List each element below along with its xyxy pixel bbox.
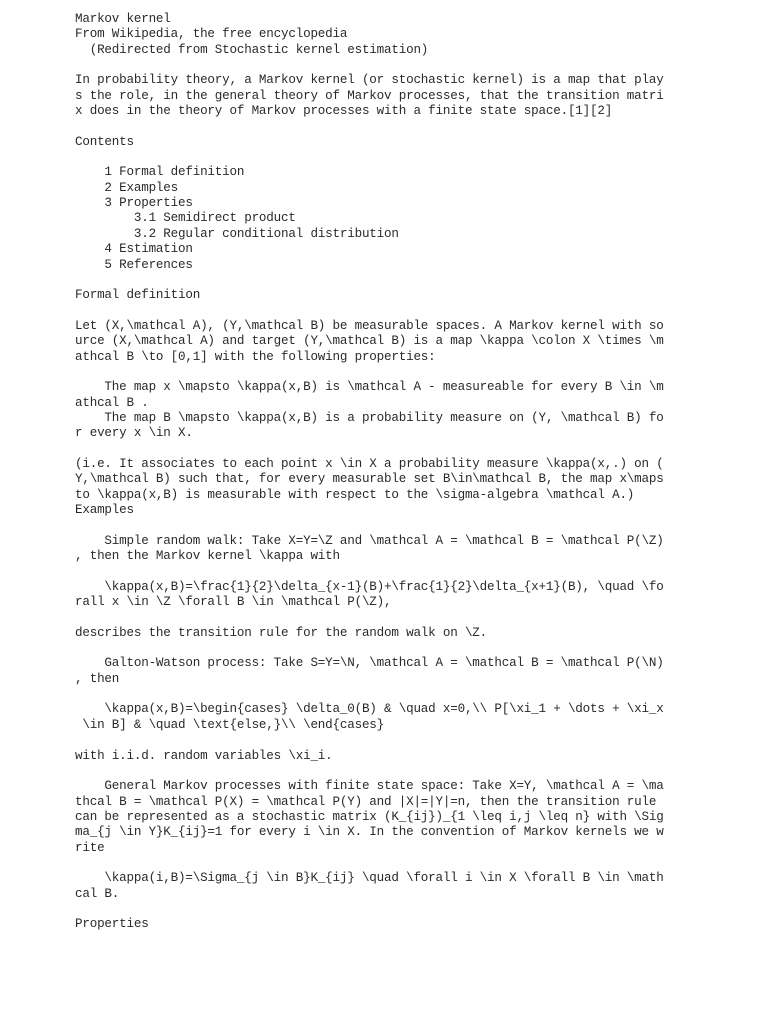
text-line: The map B \mapsto \kappa(x,B) is a probability measure on (Y, \mathcal B) fo	[75, 410, 664, 425]
text-line: Y,\mathcal B) such that, for every measurable set B\in\mathcal B, the map x\maps	[75, 472, 664, 487]
text-line: 3.1 Semidirect product	[75, 211, 296, 226]
text-line: Markov kernel	[75, 12, 171, 26]
text-line: Properties	[75, 917, 149, 932]
text-line: x does in the theory of Markov processes with a finite state space.[1][2]	[75, 104, 613, 119]
text-line: Simple random walk: Take X=Y=\Z and \mathcal A = \mathcal B = \mathcal P(\Z)	[75, 533, 664, 548]
text-line: \kappa(x,B)=\begin{cases} \delta_0(B) & \quad x=0,\\ P[\xi_1 + \dots + \xi_x	[75, 702, 664, 717]
text-line: (Redirected from Stochastic kernel estimation)	[75, 42, 429, 57]
text-line: Contents	[75, 134, 134, 149]
blank-line	[75, 273, 675, 288]
text-line: Formal definition	[75, 288, 201, 303]
blank-line	[75, 641, 675, 656]
text-line: \in B] & \quad \text{else,}\\ \end{cases}	[75, 717, 385, 732]
text-line: Examples	[75, 503, 134, 517]
text-line: can be represented as a stochastic matrix (K_{ij})_{1 \leq i,j \leq n} with \Sig	[75, 809, 664, 824]
blank-line	[75, 856, 675, 871]
blank-line	[75, 119, 675, 134]
blank-line	[75, 902, 675, 917]
blank-line	[75, 610, 675, 625]
text-line: describes the transition rule for the random walk on \Z.	[75, 625, 488, 640]
blank-line	[75, 764, 675, 779]
text-line: 2 Examples	[75, 180, 179, 195]
text-line: 1 Formal definition	[75, 165, 245, 180]
text-line: (i.e. It associates to each point x \in X a probability measure \kappa(x,.) on (	[75, 456, 664, 471]
blank-line	[75, 518, 675, 533]
text-line: Galton-Watson process: Take S=Y=\N, \mathcal A = \mathcal B = \mathcal P(\N)	[75, 656, 664, 671]
text-line: Let (X,\mathcal A), (Y,\mathcal B) be measurable spaces. A Markov kernel with so	[75, 318, 664, 333]
text-line: 3.2 Regular conditional distribution	[75, 226, 399, 241]
text-line: athcal B \to [0,1] with the following properties:	[75, 349, 436, 364]
text-line: In probability theory, a Markov kernel (or stochastic kernel) is a map that play	[75, 73, 664, 88]
text-line: rite	[75, 840, 105, 855]
text-line: 3 Properties	[75, 196, 193, 211]
text-line: ma_{j \in Y}K_{ij}=1 for every i \in X. In the convention of Markov kernels we w	[75, 825, 664, 840]
blank-line	[75, 687, 675, 702]
blank-line	[75, 442, 675, 457]
blank-line	[75, 365, 675, 380]
text-line: The map x \mapsto \kappa(x,B) is \mathcal A - measureable for every B \in \m	[75, 380, 664, 395]
text-line: , then	[75, 671, 120, 686]
text-line: athcal B .	[75, 395, 149, 410]
text-line: rall x \in \Z \forall B \in \mathcal P(\Z),	[75, 595, 392, 610]
blank-line	[75, 58, 675, 73]
text-line: 4 Estimation	[75, 242, 193, 257]
text-line: \kappa(x,B)=\frac{1}{2}\delta_{x-1}(B)+\frac{1}{2}\delta_{x+1}(B), \quad \fo	[75, 579, 664, 594]
text-line: From Wikipedia, the free encyclopedia	[75, 27, 348, 42]
blank-line	[75, 304, 675, 319]
text-line: with i.i.d. random variables \xi_i.	[75, 748, 333, 763]
blank-line	[75, 733, 675, 748]
text-line: r every x \in X.	[75, 426, 193, 441]
text-line: urce (X,\mathcal A) and target (Y,\mathcal B) is a map \kappa \colon X \times \m	[75, 334, 664, 349]
text-line: cal B.	[75, 886, 120, 901]
blank-line	[75, 150, 675, 165]
text-line: 5 References	[75, 257, 193, 272]
document-page	[75, 12, 675, 933]
blank-line	[75, 564, 675, 579]
text-line: thcal B = \mathcal P(X) = \mathcal P(Y) and |X|=|Y|=n, then the transition rule	[75, 794, 657, 809]
text-line: , then the Markov kernel \kappa with	[75, 549, 340, 564]
text-line: \kappa(i,B)=\Sigma_{j \in B}K_{ij} \quad \forall i \in X \forall B \in \math	[75, 871, 664, 886]
text-line: General Markov processes with finite state space: Take X=Y, \mathcal A = \ma	[75, 779, 664, 794]
text-line: s the role, in the general theory of Markov processes, that the transition matri	[75, 88, 664, 103]
text-line: to \kappa(x,B) is measurable with respect to the \sigma-algebra \mathcal A.)	[75, 487, 635, 502]
